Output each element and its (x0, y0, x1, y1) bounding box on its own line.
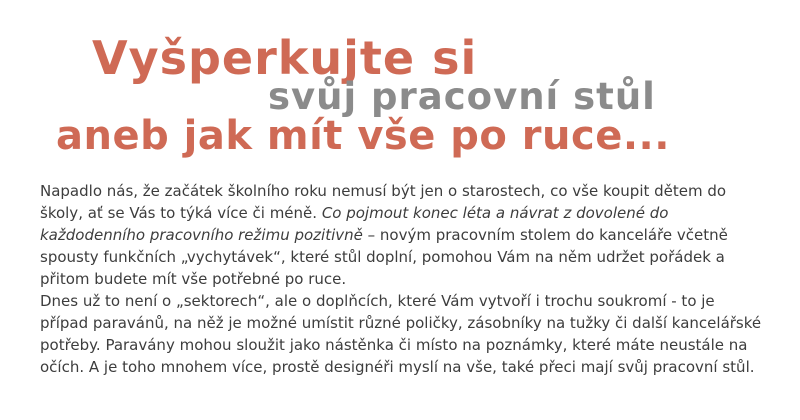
article-paragraph-1 (40, 180, 762, 290)
article-body (40, 180, 762, 378)
paragraph-1-text-start: Napadlo nás, že začátek školního roku nemusí být jen o starostech, co vše koupit dětem do školy, ať se Vás to týká více či méně. (40, 182, 727, 222)
headline-line-2: svůj pracovní stůl (268, 75, 656, 118)
paragraph-1-text-end: – novým pracovním stolem do kanceláře včetně spousty funkčních „vychytávek“, které stůl doplní, pomohou Vám na něm udržet pořádek a přitom budete mít vše potřebné po ruce. (40, 226, 728, 288)
headline-line-1: Vyšperkujte si (92, 31, 478, 85)
headline-line-3: aneb jak mít vše po ruce... (56, 113, 670, 159)
article-paragraph-2: Dnes už to není o „sektorech“, ale o doplňcích, které Vám vytvoří i trochu soukromí - to je případ paravánů, na něž je možné umístit různé poličky, zásobníky na tužky či další kancelářské potřeby. Paravány mohou sloužit jako nástěnka či místo na poznámky, které máte neustále na očích. A je toho mnohem více, prostě designéři myslí na vše, také přeci mají svůj pracovní stůl. (40, 292, 762, 376)
paragraph-1-italic-text: Co pojmout konec léta a návrat z dovolené do každodenního pracovního režimu pozitivně (40, 204, 669, 244)
